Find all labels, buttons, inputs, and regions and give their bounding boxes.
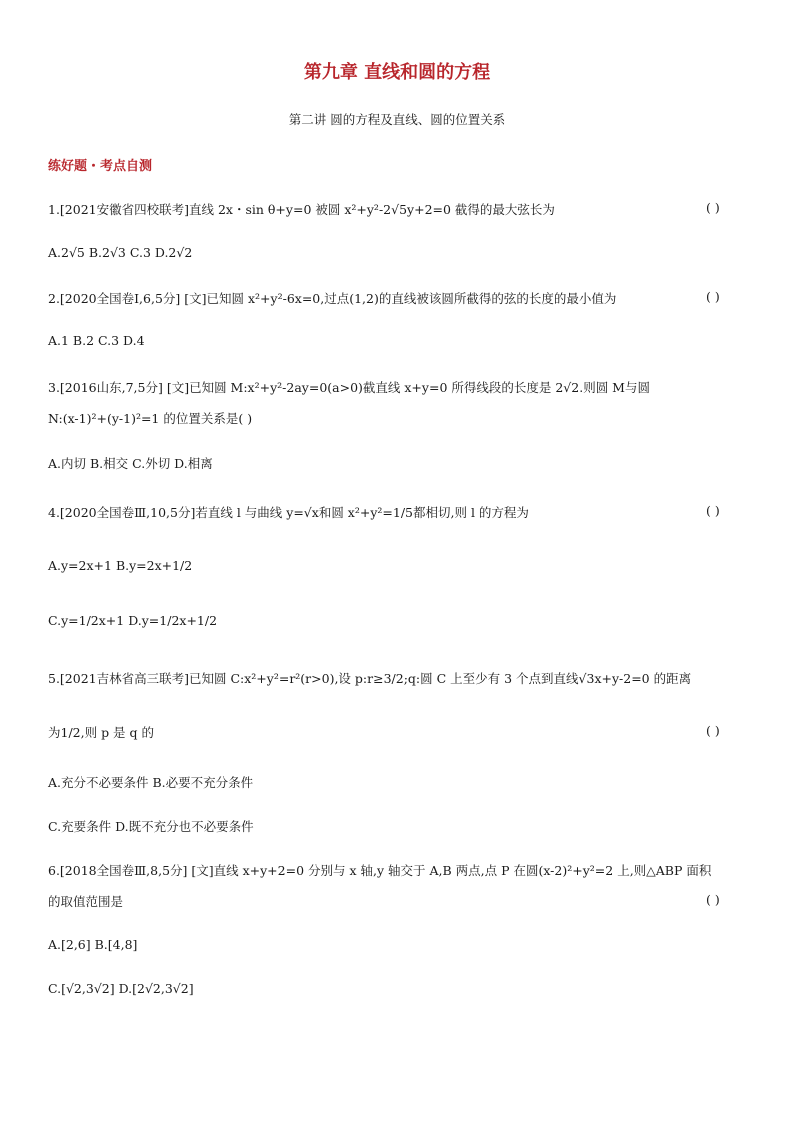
question-4-options-line2: C.y=1/2x+1 D.y=1/2x+1/2 <box>48 613 218 628</box>
question-6-answer-parens: ( ) <box>706 892 720 907</box>
question-2-stem: 2.[2020全国卷Ⅰ,6,5分] [文]已知圆 x²+y²-6x=0,过点(1,2)的直线被该圆所截得的弦的长度的最小值为 <box>48 291 617 306</box>
question-6-options-line2: C.[√2,3√2] D.[2√2,3√2] <box>48 981 194 996</box>
question-3-options: A.内切 B.相交 C.外切 D.相离 <box>48 456 213 471</box>
question-1-options: A.2√5 B.2√3 C.3 D.2√2 <box>48 245 193 260</box>
question-2-options: A.1 B.2 C.3 D.4 <box>48 333 145 348</box>
question-5-stem-line2: 为1/2,则 p 是 q 的 <box>48 725 154 740</box>
question-3-stem-line1: 3.[2016山东,7,5分] [文]已知圆 M:x²+y²-2ay=0(a>0)截直线 x+y=0 所得线段的长度是 2√2.则圆 M与圆 <box>48 380 650 395</box>
question-6-stem-line1: 6.[2018全国卷Ⅲ,8,5分] [文]直线 x+y+2=0 分别与 x 轴,y 轴交于 A,B 两点,点 P 在圆(x-2)²+y²=2 上,则△ABP 面积 <box>48 863 712 878</box>
question-3-stem-line2: N:(x-1)²+(y-1)²=1 的位置关系是( ) <box>48 411 253 426</box>
question-6-stem-line2: 的取值范围是 <box>48 894 124 909</box>
question-4-options-line1: A.y=2x+1 B.y=2x+1/2 <box>48 558 193 573</box>
question-5-options-line1: A.充分不必要条件 B.必要不充分条件 <box>48 775 254 790</box>
question-2-answer-parens: ( ) <box>706 289 720 304</box>
question-1-answer-parens: ( ) <box>706 200 720 215</box>
question-5-options-line2: C.充要条件 D.既不充分也不必要条件 <box>48 819 254 834</box>
question-6-options-line1: A.[2,6] B.[4,8] <box>48 937 138 952</box>
question-5-stem-line1: 5.[2021吉林省高三联考]已知圆 C:x²+y²=r²(r>0),设 p:r≥3/2;q:圆 C 上至少有 3 个点到直线√3x+y-2=0 的距离 <box>48 671 692 686</box>
question-4-stem: 4.[2020全国卷Ⅲ,10,5分]若直线 l 与曲线 y=√x和圆 x²+y²=1/5都相切,则 l 的方程为 <box>48 505 529 520</box>
question-5-answer-parens: ( ) <box>706 723 720 738</box>
question-1-stem: 1.[2021安徽省四校联考]直线 2x・sin θ+y=0 被圆 x²+y²-2√5y+2=0 截得的最大弦长为 <box>48 202 555 217</box>
lesson-title: 第二讲 圆的方程及直线、圆的位置关系 <box>288 112 506 127</box>
section-title: 练好题・考点自测 <box>48 159 153 174</box>
question-4-answer-parens: ( ) <box>706 503 720 518</box>
chapter-title: 第九章 直线和圆的方程 <box>303 62 491 83</box>
